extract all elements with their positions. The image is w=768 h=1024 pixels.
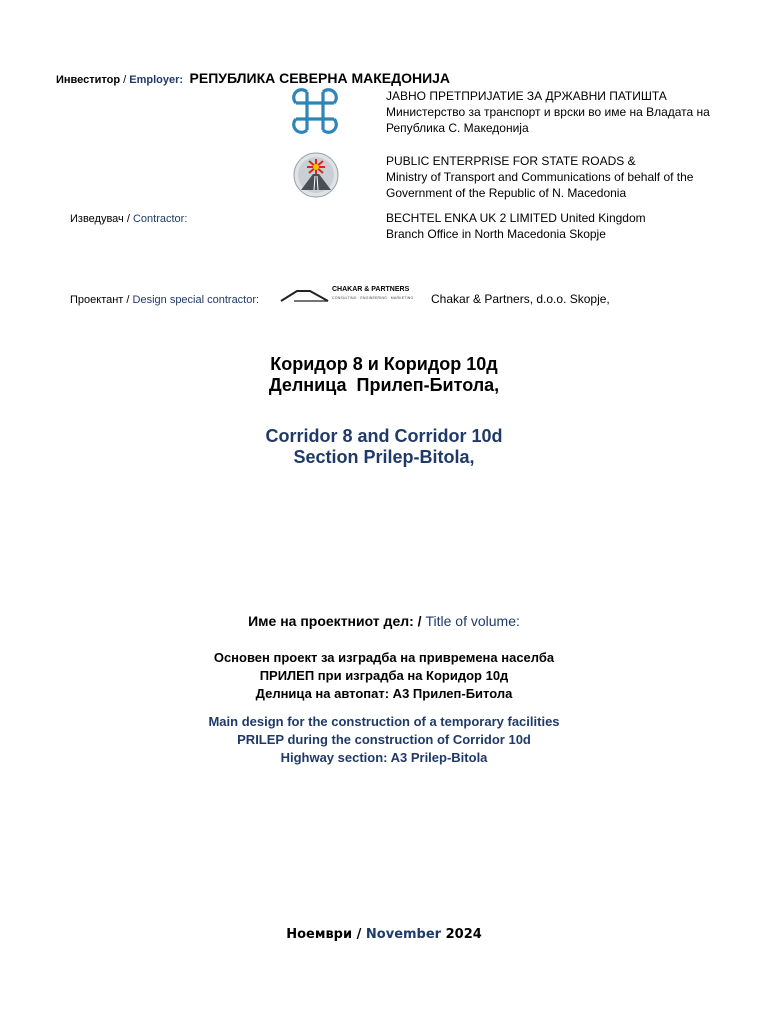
- employer-name: РЕПУБЛИКА СЕВЕРНА МАКЕДОНИЈА: [189, 70, 451, 86]
- volume-mk-line1: Основен проект за изградба на привремена населба: [213, 650, 555, 665]
- employer-label-mk: Инвеститор: [56, 74, 121, 86]
- volume-label-en: Title of volume:: [425, 613, 520, 629]
- ministry-seal-icon: [293, 152, 339, 198]
- volume-label: [0, 613, 768, 629]
- contractor-name: [386, 210, 646, 242]
- agency-en-line2: Ministry of Transport and Communications of behalf of the: [386, 170, 694, 184]
- volume-label-mk: Име на проектниот дел:: [248, 613, 414, 629]
- designer-sep: /: [123, 294, 133, 306]
- contractor-line2: Branch Office in North Macedonia Skopje: [386, 227, 606, 241]
- project-title-en-line1: Corridor 8 and Corridor 10d: [265, 426, 503, 446]
- chakar-logo-tagline: CONSULTING · ENGINEERING · MARKETING: [332, 296, 414, 300]
- employer-label-en: Employer:: [129, 74, 184, 86]
- volume-title-mk: [0, 649, 768, 703]
- agency-mk-line1: ЈАВНО ПРЕТПРИЈАТИЕ ЗА ДРЖАВНИ ПАТИШТА: [386, 89, 667, 103]
- contractor-line1: BECHTEL ENKA UK 2 LIMITED United Kingdom: [386, 211, 646, 225]
- volume-title-en: [0, 713, 768, 767]
- date-en: November: [365, 927, 442, 942]
- project-title-en: [0, 426, 768, 468]
- agency-en-line1: PUBLIC ENTERPRISE FOR STATE ROADS &: [386, 154, 636, 168]
- volume-label-sep: /: [413, 613, 426, 629]
- agency-en: [386, 153, 693, 201]
- volume-en-line3: Highway section: A3 Prilep-Bitola: [280, 750, 488, 765]
- project-title-mk-line2: Делница Прилеп-Битола,: [268, 375, 500, 395]
- project-title-mk: [0, 354, 768, 396]
- agency-en-line3: Government of the Republic of N. Macedonia: [386, 186, 627, 200]
- volume-en-line2: PRILEP during the construction of Corridor 10d: [237, 732, 531, 747]
- designer-label-mk: Проектант: [70, 294, 124, 306]
- date-mk: Ноември: [286, 927, 353, 942]
- contractor-label-mk: Изведувач: [70, 213, 124, 225]
- agency-mk: [386, 88, 710, 136]
- date-year: 2024: [441, 927, 482, 942]
- volume-mk-line3: Делница на автопат: А3 Прилеп-Битола: [255, 686, 513, 701]
- contractor-sep: /: [123, 213, 133, 225]
- chakar-logo-name: CHAKAR & PARTNERS: [332, 286, 410, 293]
- contractor-label: [70, 213, 187, 225]
- designer-label-en: Design special contractor:: [132, 294, 260, 306]
- agency-mk-line2: Министерство за транспорт и врски во име на Владата на: [386, 105, 710, 119]
- date-sep: /: [352, 927, 366, 942]
- chakar-roof-icon: [280, 288, 330, 302]
- designer-company: Chakar & Partners, d.o.o. Skopje,: [431, 292, 610, 306]
- employer-row: [56, 70, 450, 88]
- volume-mk-line2: ПРИЛЕП при изградба на Коридор 10д: [259, 668, 509, 683]
- designer-label: [70, 294, 259, 306]
- volume-en-line1: Main design for the construction of a temporary facilities: [208, 714, 560, 729]
- project-title-en-line2: Section Prilep-Bitola,: [293, 447, 475, 467]
- contractor-label-en: Contractor:: [132, 213, 188, 225]
- knot-emblem-icon: [292, 88, 338, 134]
- agency-mk-line3: Република С. Македонија: [386, 121, 529, 135]
- project-title-mk-line1: Коридор 8 и Коридор 10д: [270, 354, 498, 374]
- employer-sep: /: [120, 74, 130, 86]
- chakar-logo: [280, 286, 420, 306]
- issue-date: [0, 927, 768, 942]
